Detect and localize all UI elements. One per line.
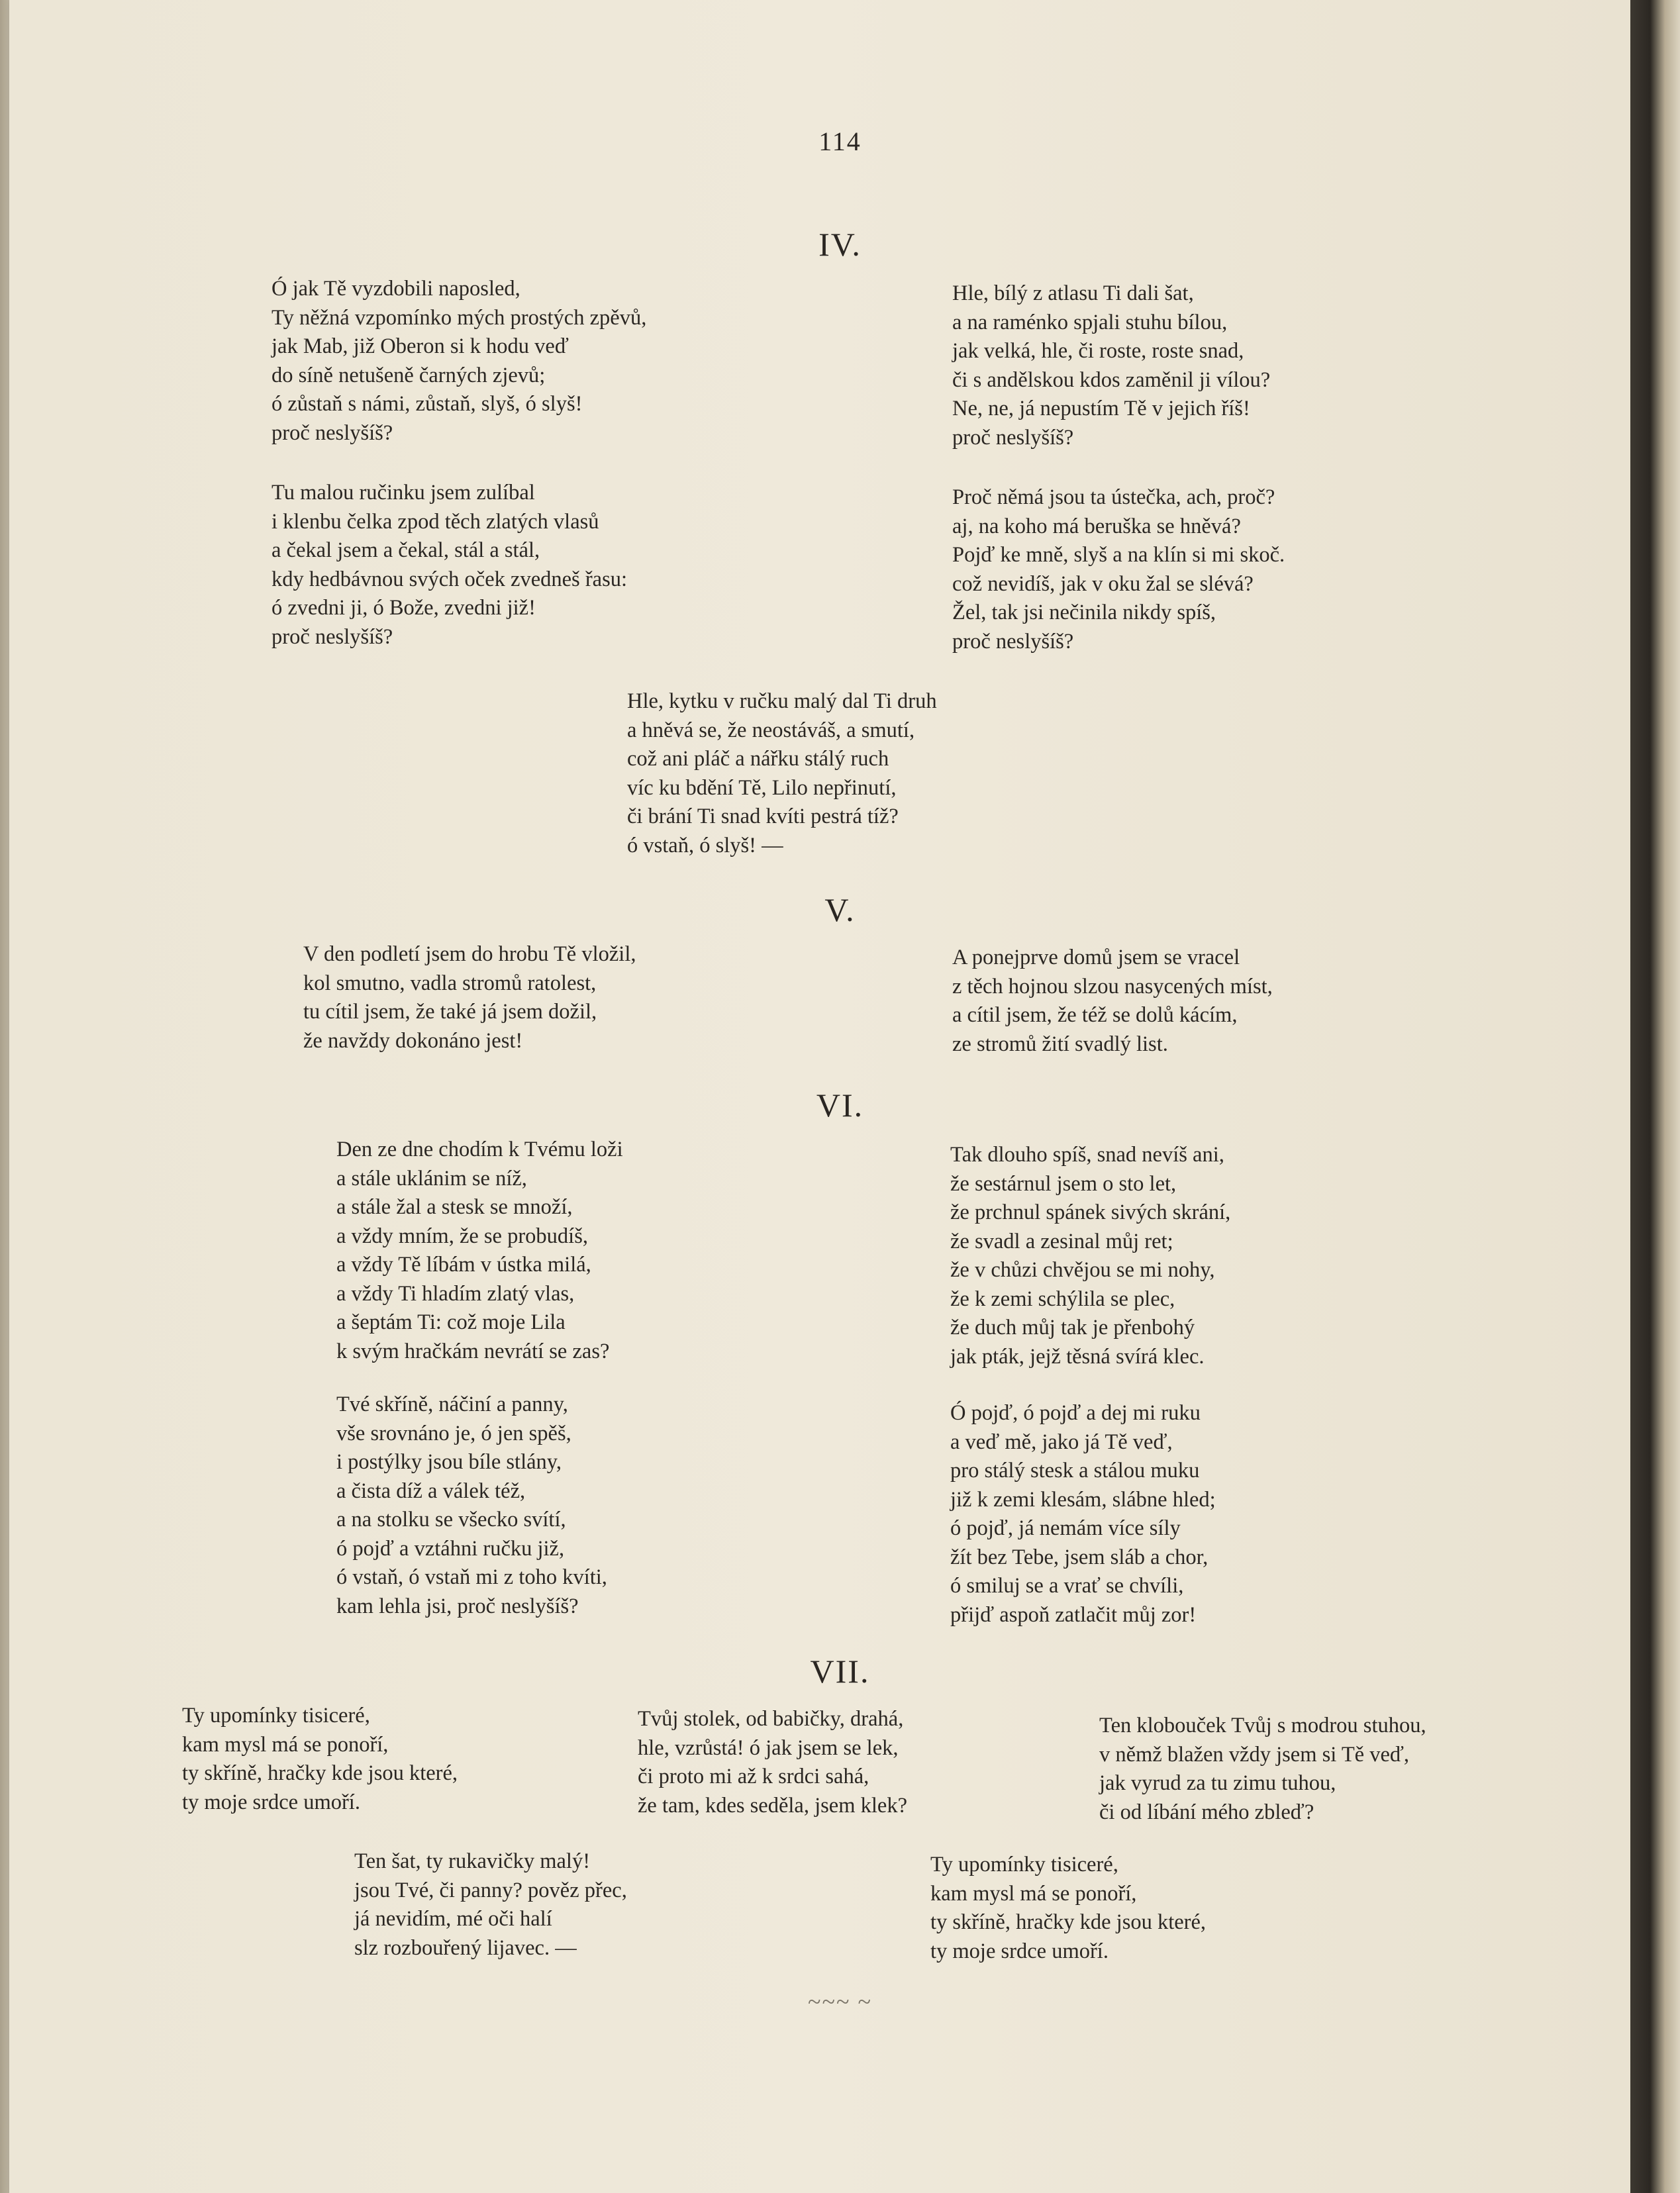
poem-line: již k zemi klesám, slábne hled; <box>950 1487 1216 1512</box>
poem-line: i klenbu čelka zpod těch zlatých vlasů <box>272 509 599 534</box>
poem-line: a čekal jsem a čekal, stál a stál, <box>272 538 540 562</box>
poem-line: a vždy Ti hladím zlatý vlas, <box>336 1281 575 1306</box>
poem-line: že prchnul spánek sivých skrání, <box>950 1200 1231 1224</box>
poem-line: já nevidím, mé oči halí <box>354 1907 552 1931</box>
poem-line: a čista díž a válek též, <box>336 1479 526 1503</box>
poem-line: Ty upomínky tisiceré, <box>930 1853 1118 1876</box>
poem-line: že duch můj tak je přenbohý <box>950 1316 1195 1340</box>
poem-line: ó vstaň, ó slyš! — <box>627 833 783 857</box>
closing-ornament: ~~~ ~ <box>808 1988 872 2015</box>
poem-line: z těch hojnou slzou nasycených míst, <box>952 974 1273 999</box>
poem-line: a hněvá se, že neostáváš, a smutí, <box>627 718 915 742</box>
poem-line: a vždy mním, že se probudíš, <box>336 1224 588 1248</box>
poem-line: jsou Tvé, či panny? pověz přec, <box>354 1878 627 1902</box>
stanza <box>336 1390 607 1621</box>
poem-line: jak vyrud za tu zimu tuhou, <box>1099 1771 1336 1795</box>
stanza <box>627 687 937 860</box>
poem-line: a šeptám Ti: což moje Lila <box>336 1310 566 1334</box>
poem-line: jak velká, hle, či roste, roste snad, <box>952 339 1244 363</box>
poem-line: Pojď ke mně, slyš a na klín si mi skoč. <box>952 543 1285 567</box>
stanza <box>638 1705 907 1820</box>
poem-line: a veď mě, jako já Tě veď, <box>950 1430 1173 1454</box>
stanza <box>952 483 1285 656</box>
poem-line: proč neslyšíš? <box>952 425 1074 450</box>
poem-line: ty skříně, hračky kde jsou které, <box>182 1761 458 1785</box>
poem-line: Hle, bílý z atlasu Ti dali šat, <box>952 281 1194 305</box>
poem-line: či s andělskou kdos zaměnil ji vílou? <box>952 367 1271 392</box>
section-heading-iv: IV. <box>818 226 862 263</box>
poem-line: což ani pláč a nářku stálý ruch <box>627 747 889 771</box>
section-heading-vi: VI. <box>816 1087 864 1124</box>
poem-line: jak Mab, již Oberon si k hodu veď <box>272 334 569 358</box>
poem-line: ty skříně, hračky kde jsou které, <box>930 1910 1207 1934</box>
poem-line: v němž blažen vždy jsem si Tě veď, <box>1099 1742 1410 1767</box>
poem-line: Ne, ne, já nepustím Tě v jejich říš! <box>952 397 1250 420</box>
poem-line: přijď aspoň zatlačit můj zor! <box>950 1602 1197 1627</box>
poem-line: Ten šat, ty rukavičky malý! <box>354 1849 591 1873</box>
poem-line: k svým hračkám nevrátí se zas? <box>336 1339 610 1363</box>
section-heading-vii: VII. <box>810 1653 870 1690</box>
poem-line: či brání Ti snad kvíti pestrá tíž? <box>627 804 899 828</box>
stanza <box>272 479 627 652</box>
poem-line: proč neslyšíš? <box>952 629 1074 654</box>
poem-line: a stále žal a stesk se množí, <box>336 1195 573 1219</box>
poem-line: že tam, kdes seděla, jsem klek? <box>638 1793 907 1818</box>
poem-line: hle, vzrůstá! ó jak jsem se lek, <box>638 1735 899 1760</box>
stanza <box>950 1141 1230 1371</box>
poem-line: i postýlky jsou bíle stlány, <box>336 1450 562 1474</box>
poem-line: kam mysl má se ponoří, <box>930 1881 1137 1906</box>
poem-line: Ó jak Tě vyzdobili naposled, <box>272 277 520 301</box>
poem-line: že svadl a zesinal můj ret; <box>950 1229 1173 1253</box>
poem-line: ó zvedni ji, ó Bože, zvedni již! <box>272 596 536 620</box>
poem-line: což nevidíš, jak v oku žal se slévá? <box>952 571 1254 596</box>
poem-line: či od líbání mého zbleď? <box>1099 1800 1314 1824</box>
poem-line: ó pojď, já nemám více síly <box>950 1516 1181 1540</box>
poem-line: jak pták, jejž těsná svírá klec. <box>950 1344 1205 1369</box>
poem-line: a na raménko spjali stuhu bílou, <box>952 310 1228 334</box>
poem-line: tu cítil jsem, že také já jsem dožil, <box>303 1000 597 1024</box>
poem-line: kol smutno, vadla stromů ratolest, <box>303 971 597 995</box>
poem-line: žít bez Tebe, jsem sláb a chor, <box>950 1545 1209 1569</box>
stanza <box>272 275 646 448</box>
poem-line: slz rozbouřený lijavec. — <box>354 1935 577 1960</box>
poem-line: či proto mi až k srdci sahá, <box>638 1765 869 1788</box>
poem-line: Ó pojď, ó pojď a dej mi ruku <box>950 1401 1201 1425</box>
poem-line: pro stálý stesk a stálou muku <box>950 1459 1200 1483</box>
poem-line: vše srovnáno je, ó jen spěš, <box>336 1421 571 1445</box>
poem-line: Ty upomínky tisiceré, <box>182 1704 370 1728</box>
poem-line: ze stromů žití svadlý list. <box>952 1032 1168 1056</box>
poem-line: a stále uklánim se níž, <box>336 1166 527 1191</box>
poem-line: Hle, kytku v ručku malý dal Ti druh <box>627 689 937 713</box>
poem-line: aj, na koho má beruška se hněvá? <box>952 514 1241 538</box>
stanza <box>182 1702 458 1817</box>
poem-line: V den podletí jsem do hrobu Tě vložil, <box>303 942 636 966</box>
stanza <box>354 1847 627 1963</box>
poem-line: a cítil jsem, že též se dolů kácím, <box>952 1003 1238 1027</box>
poem-line: že sestárnul jsem o sto let, <box>950 1171 1177 1196</box>
poem-line: Žel, tak jsi nečinila nikdy spíš, <box>952 601 1216 624</box>
poem-line: kdy hedbávnou svých oček zvedneš řasu: <box>272 567 627 591</box>
poem-line: A ponejprve domů jsem se vracel <box>952 946 1240 969</box>
poem-line: víc ku bdění Tě, Lilo nepřinutí, <box>627 775 897 800</box>
stanza <box>1099 1712 1426 1827</box>
poem-line: Ten klobouček Tvůj s modrou stuhou, <box>1099 1714 1426 1737</box>
poem-line: Tu malou ručinku jsem zulíbal <box>272 481 535 505</box>
poem-line: Tak dlouho spíš, snad nevíš ani, <box>950 1143 1224 1167</box>
poem-line: ty moje srdce umoří. <box>930 1939 1109 1963</box>
stanza <box>303 940 636 1055</box>
poem-line: Ty něžná vzpomínko mých prostých zpěvů, <box>272 305 647 330</box>
poem-line: ty moje srdce umoří. <box>182 1790 360 1814</box>
poem-line: ó pojď a vztáhni ručku již, <box>336 1536 565 1561</box>
page-number: 114 <box>818 126 862 156</box>
poem-line: kam mysl má se ponoří, <box>182 1732 389 1757</box>
poem-line: že v chůzi chvějou se mi nohy, <box>950 1258 1215 1282</box>
stanza <box>952 944 1273 1059</box>
poem-line: Den ze dne chodím k Tvému loži <box>336 1138 623 1161</box>
poem-line: ó vstaň, ó vstaň mi z toho kvíti, <box>336 1565 607 1589</box>
poem-line: kam lehla jsi, proč neslyšíš? <box>336 1594 579 1618</box>
poem-line: a na stolku se všecko svítí, <box>336 1508 566 1532</box>
poem-line: Proč němá jsou ta ústečka, ach, proč? <box>952 485 1275 509</box>
stanza <box>950 1399 1216 1630</box>
poem-line: že k zemi schýlila se plec, <box>950 1287 1175 1311</box>
stanza <box>952 279 1270 452</box>
stanza <box>930 1851 1206 1966</box>
poem-line: a vždy Tě líbám v ústka milá, <box>336 1253 591 1277</box>
poem-line: že navždy dokonáno jest! <box>303 1028 523 1053</box>
poem-line: do síně netušeně čarných zjevů; <box>272 363 546 387</box>
poem-line: Tvé skříně, náčiní a panny, <box>336 1392 568 1416</box>
stanza <box>336 1136 623 1366</box>
section-heading-v: V. <box>824 891 856 928</box>
poem-line: Tvůj stolek, od babičky, drahá, <box>638 1707 904 1731</box>
poem-line: ó zůstaň s námi, zůstaň, slyš, ó slyš! <box>272 392 583 416</box>
poem-line: proč neslyšíš? <box>272 624 393 649</box>
poem-line: proč neslyšíš? <box>272 420 393 445</box>
poem-line: ó smiluj se a vrať se chvíli, <box>950 1574 1184 1598</box>
